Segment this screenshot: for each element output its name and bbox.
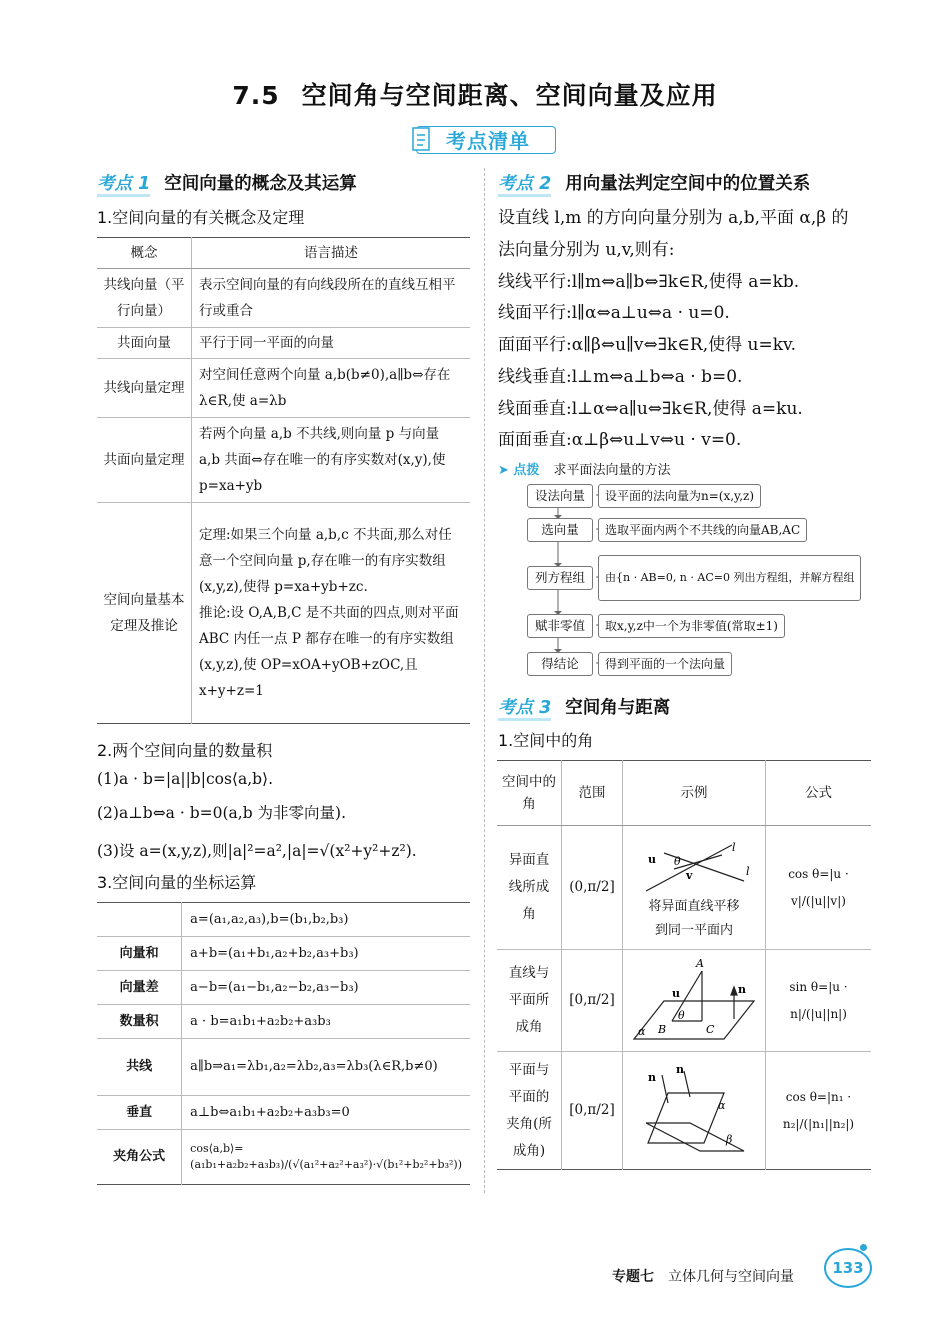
svg-text:v: v [686,869,693,882]
footer-text: 立体几何与空间向量 [668,1269,794,1285]
footer-topic: 专题七 [612,1269,654,1285]
svg-text:n: n [648,1070,656,1084]
table-row: 共面向量定理 若两个向量 a,b 不共线,则向量 p 与向量 a,b 共面⇔存在唯一的有序实数对(x,y),使 p=xa+yb [97,418,470,503]
svg-text:θ: θ [678,1008,685,1022]
dot-formula-2: (2)a⊥b⇔a · b=0(a,b 为非零向量). [97,804,347,822]
flow-step-5: 得结论 [527,652,593,676]
angle-table: 空间中的角 范围 示例 公式 异面直线所成角 (0,π/2] l l u v θ 将异面直线平移到同一平面内 cos θ=|u · v|/(|u||v|) 直线与平面所成角 [0,π/2] A B C n u θ α sin θ=|u · n|/(|u||n|) 平面与平面的夹角(所成角) [0,π/2] n n α β cos θ=|n₁ · n₂|/(|n₁||n₂|) [497,760,871,1170]
table-row: 向量差 a−b=(a₁−b₁,a₂−b₂,a₃−b₃) [97,971,470,1005]
table-row: 直线与平面所成角 [0,π/2] A B C n u θ α sin θ=|u · n|/(|u||n|) [497,950,871,1052]
table-row: 共线 a∥b⇒a₁=λb₁,a₂=λb₂,a₃=λb₃(λ∈R,b≠0) [97,1039,470,1096]
section-heading-2: 考点 2 用向量法判定空间中的位置关系 [498,170,810,195]
notepad-icon [410,124,434,154]
flow-info-2: 选取平面内两个不共线的向量AB,AC [598,518,807,542]
page-footer [612,1266,794,1286]
position-line-1: 法向量分别为 u,v,则有: [498,240,675,260]
table-row: a=(a₁,a₂,a₃),b=(b₁,b₂,b₃) [97,903,470,937]
page-title [0,76,950,112]
flow-step-1: 设法向量 [527,484,593,508]
table-row: 夹角公式 cos⟨a,b⟩=(a₁b₁+a₂b₂+a₃b₃)/(√(a₁²+a₂²+a₃²)·√(b₁²+b₂²+b₃²)) [97,1130,470,1185]
subheading-dot-product: 2.两个空间向量的数量积 [97,741,273,760]
section-heading-3: 考点 3 空间角与距离 [498,694,670,719]
position-line-2: 线线平行:l∥m⇔a∥b⇔∃k∈R,使得 a=kb. [498,272,800,292]
svg-text:θ: θ [674,855,681,868]
flow-info-1: 设平面的法向量为n=(x,y,z) [598,484,761,508]
svg-text:u: u [648,853,656,866]
svg-text:l: l [732,841,736,854]
table-row: 向量和 a+b=(a₁+b₁,a₂+b₂,a₃+b₃) [97,937,470,971]
table-row: 空间向量基本定理及推论 定理:如果三个向量 a,b,c 不共面,那么对任意一个空间向量 p,存在唯一的有序实数组(x,y,z),使得 p=xa+yb+zc. 推论:设 O,A,B,C 是不共面的四点,则对平面 ABC 内任一点 P 都存在唯一的有序实数组(x,y,z),使 OP=xOA+yOB+zOC,且 x+y+z=1 [97,503,470,724]
flow-step-4: 赋非零值 [527,614,593,638]
tip-heading: ➤ 点拨 求平面法向量的方法 [498,463,671,478]
position-line-3: 线面平行:l∥α⇔a⊥u⇔a · u=0. [498,303,730,323]
tip-label: ➤ 点拨 [498,463,540,478]
subheading-angles: 1.空间中的角 [498,731,594,750]
section-number: 7.5 [232,81,280,110]
table-row: 垂直 a⊥b⇔a₁b₁+a₂b₂+a₃b₃=0 [97,1096,470,1130]
svg-text:A: A [696,956,704,970]
flow-info-4: 取x,y,z中一个为非零值(常取±1) [598,614,785,638]
page-number: 133 [824,1248,872,1288]
svg-text:n: n [676,1062,684,1076]
svg-text:l: l [746,865,750,878]
svg-text:β: β [726,1132,733,1146]
table-row: 共线向量定理 对空间任意两个向量 a,b(b≠0),a∥b⇔存在 λ∈R,使 a=λb [97,359,470,418]
svg-text:u: u [672,986,680,1000]
table-row: 共面向量 平行于同一平面的向量 [97,328,470,359]
flow-info-3: 由{n · AB=0, n · AC=0 列出方程组，并解方程组 [598,555,861,601]
concept-table: 概念 语言描述 共线向量（平行向量） 表示空间向量的有向线段所在的直线互相平行或重合 共面向量 平行于同一平面的向量 共线向量定理 对空间任意两个向量 a,b(b≠0),a∥b⇔存在 λ∈R,使 a=λb 共面向量定理 若两个向量 a,b 不共线,则向量 p 与向量 a,b 共面⇔存在唯一的有序实数对(x,y),使 p=xa+yb 空间向量基本定理及推论 定理:如果三个向量 a,b,c 不共面,那么对任意一个空间向量 p,存在唯一的有序实数组(x,y,z),使得 p=xa+yb+zc. 推论:设 O,A,B,C 是不共面的四点,则对平面 ABC 内任一点 P 都存在唯一的有序实数组(x,y,z),使 OP=xOA+yOB+zOC,且 x+y+z=1 [97,237,470,724]
subheading-coordinates: 3.空间向量的坐标运算 [97,873,257,892]
svg-text:C: C [706,1022,715,1036]
svg-text:α: α [718,1098,726,1112]
dot-formula-1: (1)a · b=|a||b|cos⟨a,b⟩. [97,770,274,788]
position-line-0: 设直线 l,m 的方向向量分别为 a,b,平面 α,β 的 [498,208,849,228]
skew-lines-figure [634,841,754,895]
flow-step-2: 选向量 [527,518,593,542]
section-heading-1: 考点 1 空间向量的概念及其运算 [97,170,357,195]
svg-text:n: n [738,982,746,996]
dot-formula-3: (3)设 a=(x,y,z),则|a|²=a²,|a|=√(x²+y²+z²). [97,842,417,860]
position-line-4: 面面平行:α∥β⇔u∥v⇔∃k∈R,使得 u=kv. [498,335,796,355]
flow-step-3: 列方程组 [527,566,593,590]
banner-text: 考点清单 [446,129,530,153]
kaodian-banner [410,122,558,154]
svg-text:B: B [658,1022,667,1036]
table-row: 共线向量（平行向量） 表示空间向量的有向线段所在的直线互相平行或重合 [97,269,470,328]
position-line-6: 线面垂直:l⊥α⇔a∥u⇔∃k∈R,使得 a=ku. [498,399,803,419]
position-line-5: 线线垂直:l⊥m⇔a⊥b⇔a · b=0. [498,367,743,387]
line-plane-figure [628,957,760,1045]
plane-plane-figure [634,1063,754,1159]
table-row: 异面直线所成角 (0,π/2] l l u v θ 将异面直线平移到同一平面内 cos θ=|u · v|/(|u||v|) [497,826,871,950]
coordinate-table [97,902,470,1185]
svg-text:α: α [638,1024,646,1038]
table-row: 数量积 a · b=a₁b₁+a₂b₂+a₃b₃ [97,1005,470,1039]
flow-info-5: 得到平面的一个法向量 [598,652,732,676]
page-dot [860,1244,867,1251]
subheading-concepts: 1.空间向量的有关概念及定理 [97,208,305,227]
column-divider [484,168,485,1193]
section-title: 空间角与空间距离、空间向量及应用 [301,81,718,110]
table-row: 平面与平面的夹角(所成角) [0,π/2] n n α β cos θ=|n₁ · n₂|/(|n₁||n₂|) [497,1052,871,1170]
position-line-7: 面面垂直:α⊥β⇔u⊥v⇔u · v=0. [498,430,742,450]
